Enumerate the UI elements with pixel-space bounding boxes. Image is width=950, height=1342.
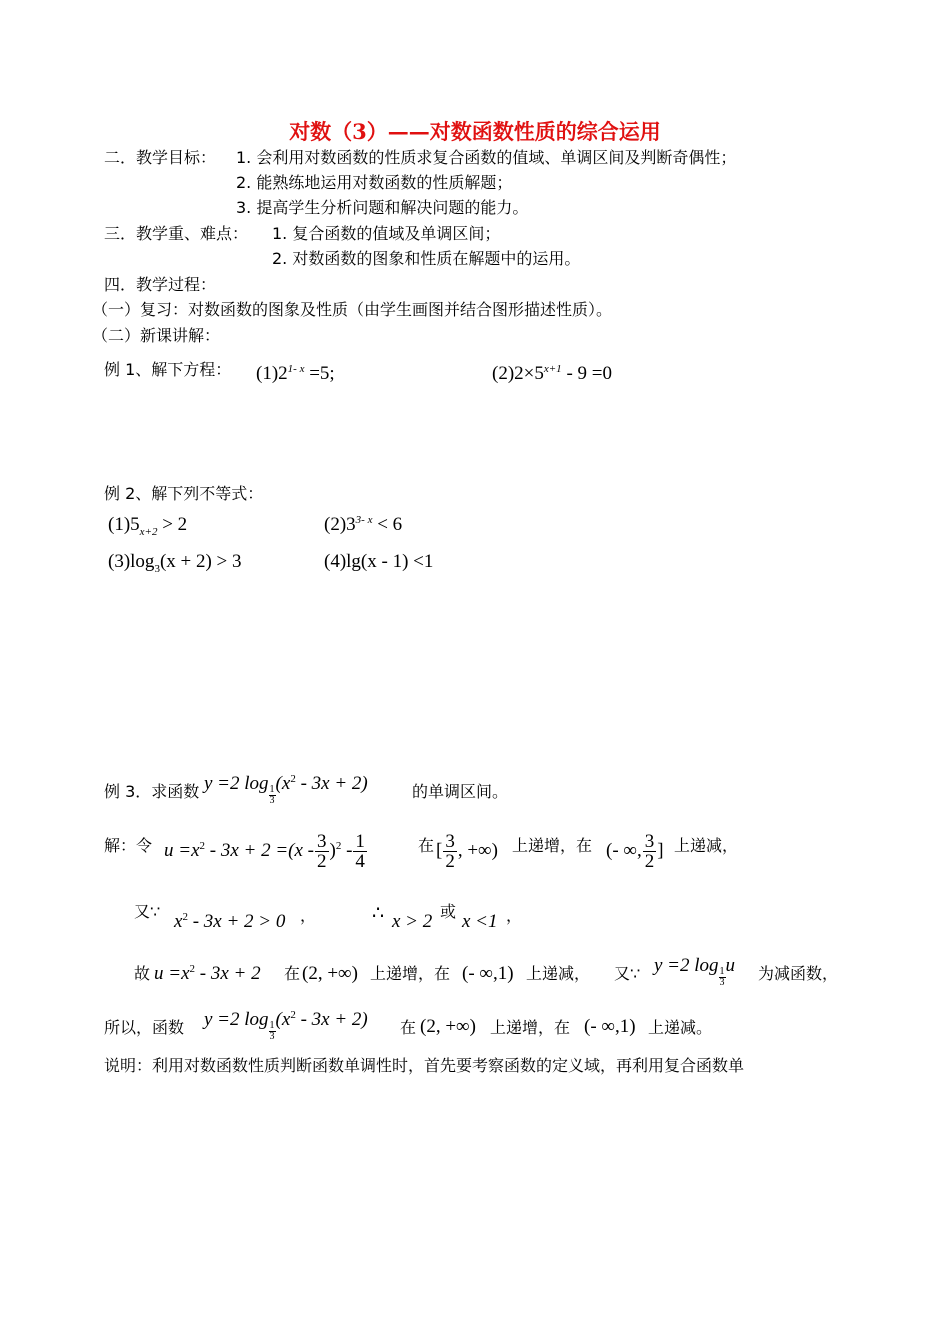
gu-rest: - 3x + 2 [195, 963, 261, 984]
sol-sq-exp: 2 [335, 839, 342, 852]
cond-comma-2: ， [506, 906, 523, 925]
func-exp: 2 [290, 773, 296, 785]
cond-exp: 2 [182, 911, 188, 923]
so-dec: 上递减。 [648, 1018, 713, 1037]
ineq1-rhs: > 2 [157, 514, 188, 535]
eq2-exponent: x+1 [543, 363, 562, 375]
example-2-label: 例 2、解下列不等式： [104, 484, 264, 503]
domain-condition: $x^2 - 3x + 2 > 0$ [174, 911, 286, 932]
x-lt-1 [462, 910, 498, 934]
eq1-exponent: 1- x [287, 363, 305, 375]
gu-interval-2: (- ∞,1) [462, 963, 514, 984]
frac-den: 2 [317, 851, 327, 872]
frac-den: 3 [269, 795, 275, 806]
so-exp: 2 [290, 1009, 296, 1021]
ineq2-exponent: 3- x [355, 514, 373, 526]
log-base-one-third [269, 1021, 276, 1042]
frac-num: 1 [269, 1020, 275, 1031]
x-gt-2-text: x > 2 [392, 911, 433, 932]
also-because: 又∵ [134, 902, 161, 921]
or-word: 或 [440, 902, 457, 921]
gu-u-expr [154, 962, 261, 986]
dec-close: ] [657, 839, 664, 861]
dec-open: (- ∞, [606, 839, 642, 861]
frac-3-2 [643, 832, 657, 871]
ineq2-rhs: < 6 [372, 514, 403, 535]
func-y-log: y =2 log [204, 773, 269, 794]
frac-num: 3 [317, 831, 327, 852]
sol-in: 在 [418, 836, 435, 855]
gu-y: y =2 log [654, 955, 719, 976]
therefore-symbol: ∴ [372, 903, 385, 924]
so-in: 在 [400, 1018, 417, 1037]
eq2-rhs: - 9 =0 [566, 363, 612, 384]
so-x: (x [275, 1009, 291, 1030]
bracket-open: [ [436, 839, 443, 861]
eq2-base: (2)2×5 [492, 363, 544, 384]
gu-also: 又∵ [614, 964, 641, 983]
increasing-interval [436, 832, 498, 871]
goal-3: 3. 提高学生分析问题和解决问题的能力。 [236, 198, 529, 217]
so-function [204, 1008, 368, 1042]
inequality-2 [324, 513, 402, 537]
gu-decfn: 为减函数， [758, 964, 839, 983]
example-1-equation-1 [256, 362, 335, 386]
frac-num: 1 [269, 784, 275, 795]
example-1-equation-2 [492, 362, 612, 386]
gu-interval-1: (2, +∞) [302, 963, 358, 984]
inequality-4: (4)lg(x - 1) <1 [324, 551, 434, 572]
gu-u: u =x [154, 963, 190, 984]
gu-word: 故 [134, 964, 151, 983]
process-heading: 四．教学过程： [104, 275, 217, 294]
inequality-1 [108, 513, 187, 537]
frac-num: 1 [719, 966, 725, 977]
frac-1-4 [353, 832, 367, 871]
frac-den: 3 [719, 977, 725, 988]
so-inc: 上递增，在 [490, 1018, 571, 1037]
dec-text: 上递减， [674, 836, 739, 855]
so-interval-2: (- ∞,1) [584, 1016, 636, 1037]
gu-y-log-u [654, 954, 735, 988]
log-base-one-third [269, 785, 276, 806]
frac-den: 2 [644, 851, 655, 872]
x-gt-2 [392, 910, 432, 934]
keys-label: 三．教学重、难点： [104, 224, 249, 243]
frac-num: 3 [644, 831, 655, 852]
frac-3-2 [315, 832, 329, 871]
goal-1: 1. 会利用对数函数的性质求复合函数的值域、单调区间及判断奇偶性； [236, 148, 737, 167]
solution-label: 解：令 [104, 836, 153, 855]
example-3-function [204, 772, 368, 806]
gu-inc: 上递增，在 [370, 964, 451, 983]
cond-comma: ， [300, 906, 317, 925]
sol-expansion: - 3x + 2 =(x - [205, 839, 315, 861]
explanation-note: 说明：利用对数函数性质判断函数单调性时，首先要考察函数的定义域，再利用复合函数单 [104, 1056, 745, 1075]
eq1-base: (1)2 [256, 363, 288, 384]
sol-paren: ) [329, 839, 336, 861]
log-base-one-third [719, 967, 726, 988]
func-rest: - 3x + 2) [295, 773, 368, 794]
example-1-label: 例 1、解下方程： [104, 360, 232, 379]
frac-den: 3 [269, 1031, 275, 1042]
frac-num: 3 [445, 831, 455, 852]
solution-substitution [164, 832, 368, 871]
goal-2: 2. 能熟练地运用对数函数的性质解题； [236, 173, 513, 192]
frac-3-2 [443, 832, 457, 871]
inc-text: 上递增，在 [512, 836, 593, 855]
gu-exp: 2 [189, 963, 196, 975]
ineq3-rhs: (x + 2) > 3 [159, 551, 242, 572]
review-line: （一）复习：对数函数的图象及性质（由学生画图并结合图形描述性质）。 [92, 300, 613, 319]
bracket-close: , +∞) [457, 839, 498, 861]
so-rest: - 3x + 2) [295, 1009, 368, 1030]
decreasing-interval [606, 832, 664, 871]
gu-dec: 上递减， [526, 964, 591, 983]
key-2: 2. 对数函数的图象和性质在解题中的运用。 [272, 249, 581, 268]
func-x: (x [275, 773, 291, 794]
example-3-after: 的单调区间。 [412, 782, 509, 801]
so-interval-1: (2, +∞) [420, 1016, 476, 1037]
eq1-rhs: =5; [309, 363, 335, 384]
inequality-3 [108, 550, 242, 574]
ineq1-subscript: x+2 [139, 526, 158, 538]
ineq1-base: (1)5 [108, 514, 140, 535]
example-3-label: 例 3．求函数 [104, 782, 200, 801]
gu-u-var: u [725, 955, 736, 976]
page-title: 对数（3）——对数函数性质的综合运用 [289, 119, 661, 144]
x-lt-1-text: x <1 [462, 911, 498, 932]
frac-den: 2 [445, 851, 455, 872]
ineq2-base: (2)3 [324, 514, 356, 535]
so-word: 所以，函数 [104, 1018, 185, 1037]
sol-exp: 2 [199, 839, 206, 852]
cond-rest: - 3x + 2 > 0 [187, 911, 286, 932]
ineq3-base: 3 [154, 563, 160, 575]
gu-in: 在 [284, 964, 301, 983]
goals-label: 二．教学目标： [104, 148, 217, 167]
so-y-log: y =2 log [204, 1009, 269, 1030]
lecture-line: （二）新课讲解： [92, 326, 221, 345]
sol-minus: - [341, 839, 353, 861]
key-1: 1. 复合函数的值域及单调区间； [272, 224, 501, 243]
sol-u: u =x [164, 839, 200, 861]
frac-den: 4 [355, 851, 365, 872]
ineq3-log: (3)log [108, 551, 155, 572]
frac-num: 1 [355, 831, 365, 852]
